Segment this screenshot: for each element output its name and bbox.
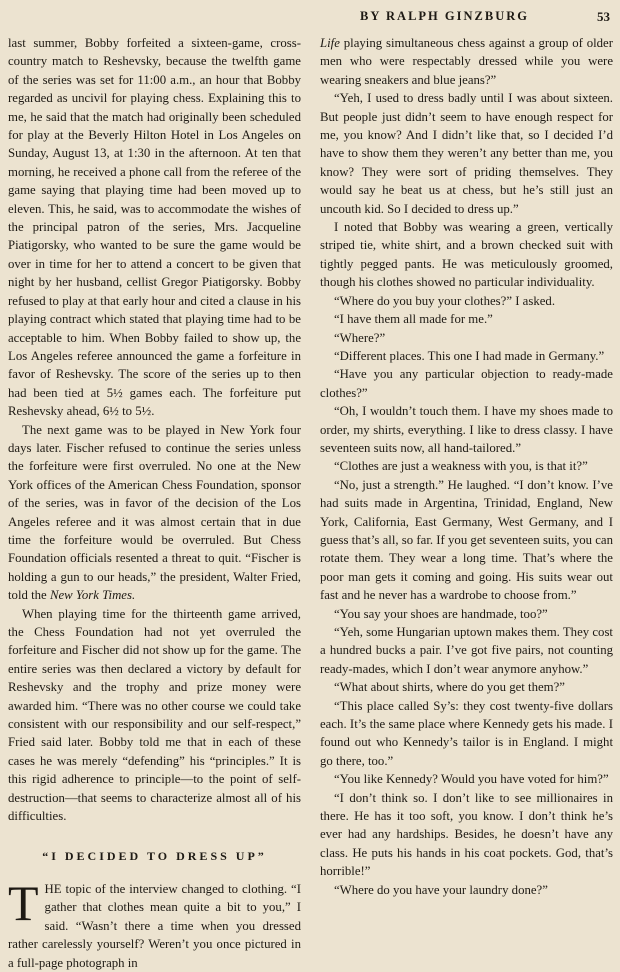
byline: BY RALPH GINZBURG (360, 9, 529, 23)
paragraph: “I don’t think so. I don’t like to see millionaires in there. He has it too soft, you know. I don’t think he’s ever had any hardships. Besides, he doesn’t have any class. He puts his hands in his coat pockets. God, that’s horrible!” (320, 790, 613, 879)
paragraph: “No, just a strength.” He laughed. “I don’t know. I’ve had suits made in Argentina, Trinidad, England, New York, California, East Germany, West Germany, and I guess that’s all, so far. If you get seventeen suits, you can rotate them. They wear a long time. That’s where the poor man gets it coming and going. His suits wear out fast and he never has a wardrobe to choose from.” (320, 477, 613, 603)
page-number: 53 (597, 9, 610, 24)
paragraph: “What about shirts, where do you get them?” (334, 680, 565, 695)
paragraph: “You say your shoes are handmade, too?” (334, 606, 548, 621)
paragraph: When playing time for the thirteenth game arrived, the Chess Foundation had not yet overruled the forfeiture and Fischer did not show up for the game. The entire series was then declared a victory by default for Reshevsky and the trophy and prize money were awarded him. “There was no other course we could take consistent with our responsibility and our self-respect,” Fried said later. Bobby told me that in each of these cases he was merely “defending” his “principles.” It is this rigid adherence to principle—to the point of self-destruction—that seems to characterize almost all of his difficulties. (8, 606, 301, 824)
paragraph: “Yeh, some Hungarian uptown makes them. They cost a hundred bucks a pair. I’ve got five pairs, not counting ready-mades, which I don’t wear anymore anyhow.” (320, 625, 613, 676)
paragraph: “Yeh, I used to dress badly until I was about sixteen. But people just didn’t seem to have enough respect for me, you know? And I didn’t like that, so I decided I’d have to show them they weren’t any better than me, you know? They were sort of priding themselves. They would say he beat us at chess, but he’s still just an uncouth kid. So I decided to dress up.” (320, 91, 613, 216)
paragraph: “Different places. This one I had made in Germany.” (334, 348, 605, 363)
dropcap-paragraph-text: HE topic of the interview changed to clothing. “I gather that clothes mean quite a bit to you,” I said. “Wasn’t there a time when you dressed rather carelessly yourself? Weren’t you once pictured in a full-page photograph in (8, 881, 301, 970)
right-column (320, 34, 613, 899)
paragraph: last summer, Bobby forfeited a sixteen-game, cross-country match to Reshevsky, because the twelfth game of the series was set for 11:00 a.m., an hour that Bobby regarded as uncivil for playing chess. Explaining this to me, he said that the match had originally been scheduled for play at the Beverly Hilton Hotel in Los Angeles on Sunday, August 13, at 1:30 in the afternoon. At ten that morning, he received a phone call from the referee of the game saying that playing time had been moved up to eleven. This, he said, was to accommodate the wishes of the principal patron of the series, Mrs. Jacqueline Piatigorsky, who wanted to be sure the game would be over in time for her to attend a concert to be given that night by her husband, cellist Gregor Piatigorsky. Bobby refused to play at that early hour and cited a clause in his playing contract which stated that playing time had to be acceptable to him. When Bobby failed to show up, the Los Angeles referee announced the game a forfeiture in favor of Reshevsky. The score of the series up to then had been tied at 5½ games each. The forfeiture put Reshevsky ahead, 6½ to 5½. (8, 36, 301, 419)
paragraph: “Where?” (334, 330, 386, 345)
italic-phrase: Life (320, 36, 340, 50)
page-header (320, 9, 610, 27)
paragraph: The next game was to be played in New York four days later. Fischer refused to continue the series unless the forfeiture were first overruled. No one at the New York offices of the American Chess Foundation, sponsor of the series, was in favor of the decision of the Los Angeles referee and it was almost certain that in due time the forfeiture would be overruled. But Chess Foundation officials resented a threat to quit. “Fischer is holding a gun to our heads,” the president, Walter Fried, told the New York Times. (8, 422, 301, 603)
paragraph: “Where do you buy your clothes?” I asked. (334, 293, 556, 308)
left-column (8, 34, 301, 972)
paragraph: “You like Kennedy? Would you have voted for him?” (334, 772, 609, 787)
paragraph: “Have you any particular objection to ready-made clothes?” (320, 367, 613, 400)
paragraph (8, 874, 301, 972)
paragraph: I noted that Bobby was wearing a green, vertically striped tie, white shirt, and a brown checked suit with tightly pegged pants. He was meticulously groomed, though his clothes showed no particular individuality. (320, 220, 613, 290)
section-subhead: “I DECIDED TO DRESS UP” (42, 849, 267, 864)
paragraph: “Where do you have your laundry done?” (334, 882, 548, 897)
paragraph: “Clothes are just a weakness with you, is that it?” (334, 459, 588, 474)
drop-cap: T (8, 874, 39, 931)
paragraph: “This place called Sy’s: they cost twenty-five dollars each. It’s the same place where Kennedy gets his made. I found out who Kennedy’s tailor is in England. I might go there, too.” (320, 698, 613, 768)
paragraph: Life playing simultaneous chess against a group of older men who were respectably dressed while you were wearing sneakers and blue jeans?” (320, 36, 613, 87)
italic-phrase: New York Times. (49, 588, 136, 603)
paragraph: “Oh, I wouldn’t touch them. I have my shoes made to order, my shirts, everything. I like to dress classy. I have seventeen suits now, all hand-tailored.” (320, 404, 613, 455)
paragraph: “I have them all made for me.” (334, 312, 493, 327)
